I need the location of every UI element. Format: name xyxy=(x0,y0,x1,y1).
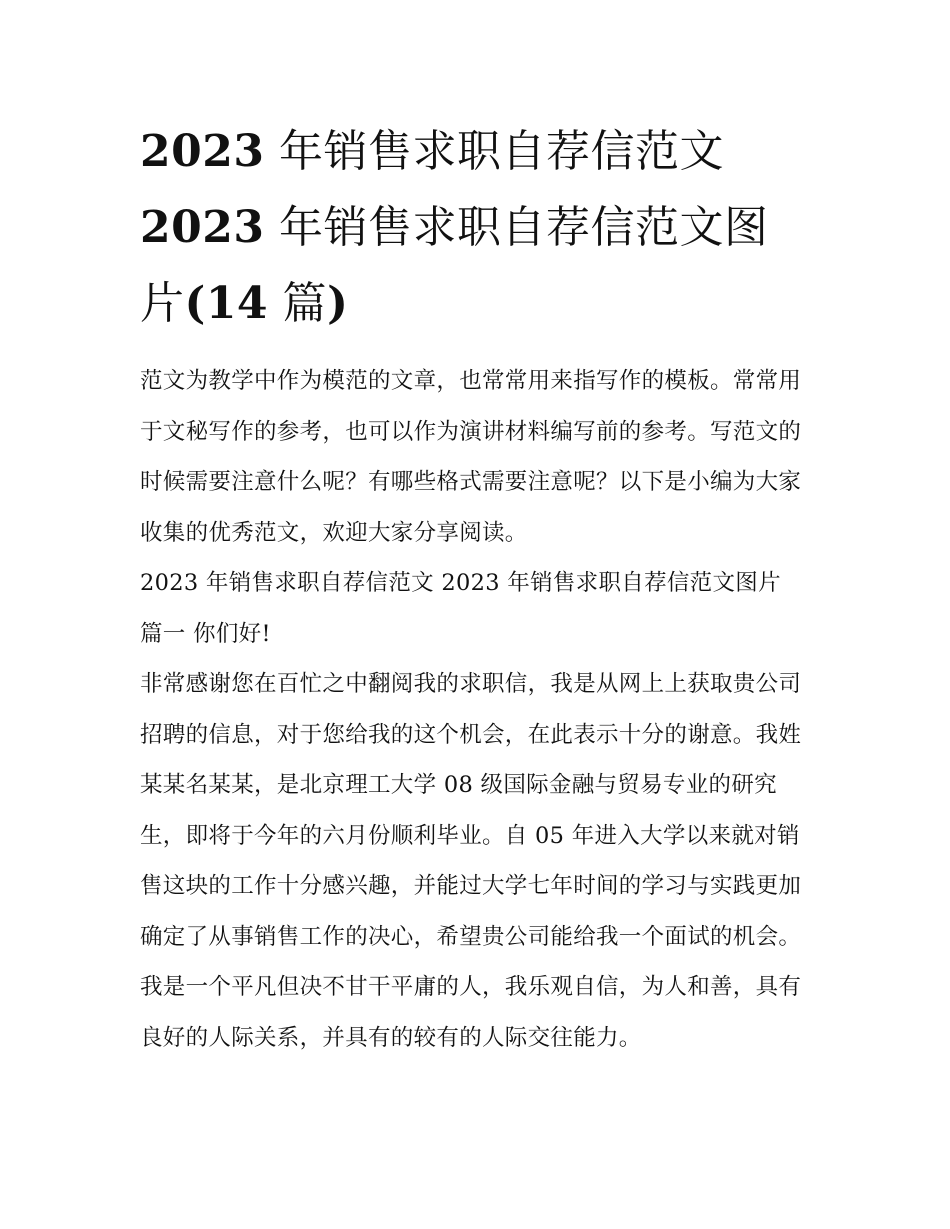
title-line-3: 片(14 篇) xyxy=(140,278,349,329)
body-paragraph: 非常感谢您在百忙之中翻阅我的求职信，我是从网上上获取贵公司招聘的信息，对于您给我的这个机会，在此表示十分的谢意。我姓某某名某某，是北京理工大学 08 级国际金融与贸易专业的研究生，即将于今年的六月份顺利毕业。自 05 年进入大学以来就对销售这块的工作十分感兴趣，并能过大学七年时间的学习与实践更加确定了从事销售工作的决心，希望贵公司能给我一个面试的机会。我是一个平凡但决不甘干平庸的人，我乐观自信，为人和善，具有良好的人际关系，并具有的较有的人际交往能力。 xyxy=(140,671,802,1051)
greeting-line: 篇一 你们好! xyxy=(140,620,271,647)
title-line-2: 2023 年销售求职自荐信范文图 xyxy=(140,202,769,253)
document-body xyxy=(140,114,812,1063)
intro-paragraph: 范文为教学中作为模范的文章，也常常用来指写作的模板。常常用于文秘写作的参考，也可以作为演讲材料编写前的参考。写范文的时候需要注意什么呢？有哪些格式需要注意呢？以下是小编为大家收集的优秀范文，欢迎大家分享阅读。 xyxy=(140,368,802,546)
section-heading: 2023 年销售求职自荐信范文 2023 年销售求职自荐信范文图片 xyxy=(140,570,781,596)
document-title xyxy=(140,114,812,342)
title-line-1: 2023 年销售求职自荐信范文 xyxy=(140,126,724,177)
